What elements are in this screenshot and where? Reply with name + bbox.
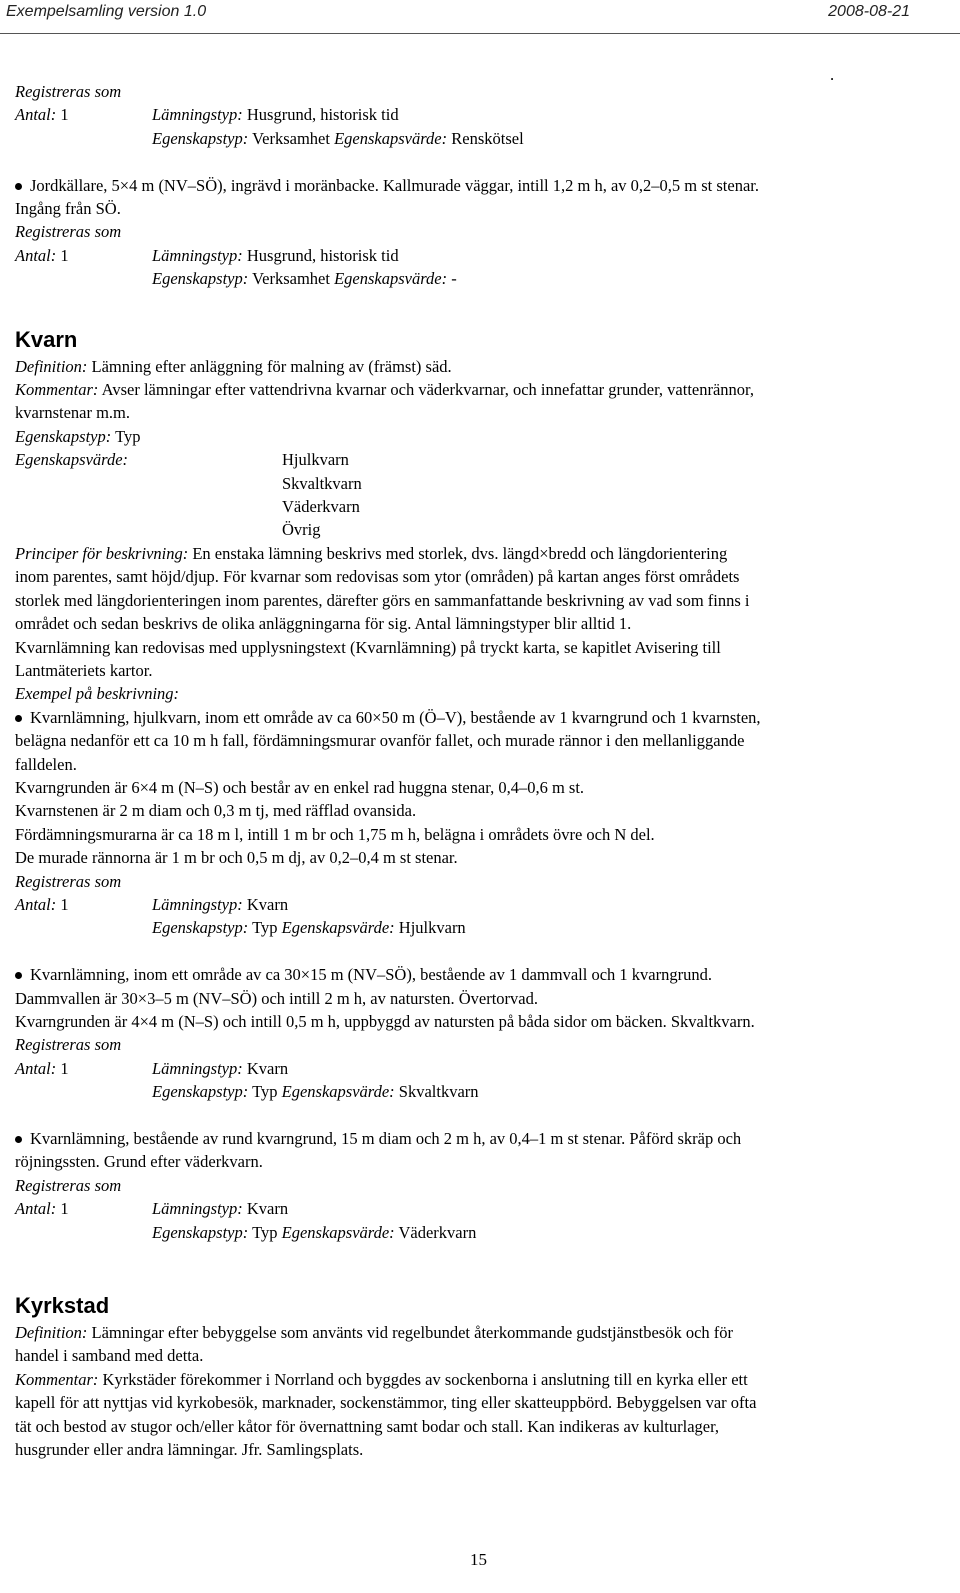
example-text: Kvarnstenen är 2 m diam och 0,3 m tj, med räfflad ovansida. — [15, 801, 417, 821]
antal-label: Antal: — [15, 1199, 57, 1219]
kommentar-text: Avser lämningar efter vattendrivna kvarnar och väderkvarnar, och innefattar grunder, vattenrännor, — [101, 380, 755, 400]
egenskapsvarde-value: Övrig — [282, 520, 321, 540]
principer-label: Principer för beskrivning: — [15, 543, 189, 563]
antal-label: Antal: — [15, 1058, 57, 1078]
egenskapstyp-label: Egenskapstyp: — [15, 426, 112, 446]
section-heading-kvarn: Kvarn — [15, 326, 78, 352]
registreras-label: Registreras som — [15, 1175, 122, 1195]
example-bullet: Kvarnlämning, hjulkvarn, inom ett område av ca 60×50 m (Ö–V), bestående av 1 kvarngrund och 1 kvarnsten, — [15, 706, 950, 729]
principer-text: inom parentes, samt höjd/djup. För kvarnar som redovisas som ytor (områden) på kartan anges först områdets — [15, 567, 740, 587]
egenskapstyp-label: Egenskapstyp: — [152, 1222, 249, 1242]
registration-block — [15, 870, 950, 940]
kommentar-label: Kommentar: — [15, 1369, 99, 1389]
egenskapstyp-value: Typ — [252, 1222, 278, 1242]
egenskapsvarde-label: Egenskapsvärde: — [281, 1082, 395, 1102]
example-bullet: Kvarnlämning, inom ett område av ca 30×15 m (NV–SÖ), bestående av 1 dammvall och 1 kvarngrund. — [15, 963, 950, 986]
header-rule — [0, 33, 960, 34]
egenskapsvarde-value: Väderkvarn — [398, 1222, 477, 1242]
example-text: belägna nedanför ett ca 10 m h fall, fördämningsmurar ovanför fallet, och murade rännor i den mellanliggande — [15, 731, 745, 751]
antal-value: 1 — [60, 894, 69, 914]
registreras-label: Registreras som — [15, 82, 122, 101]
registration-block — [15, 1174, 950, 1244]
upplysning-text: Lantmäteriets kartor. — [15, 660, 153, 680]
lamningstyp-label: Lämningstyp: — [152, 105, 243, 125]
antal-label: Antal: — [15, 105, 57, 125]
definition-label: Definition: — [15, 1323, 88, 1343]
egenskapstyp-value: Typ — [252, 1082, 278, 1102]
egenskapstyp-value: Verksamhet — [252, 128, 330, 148]
definition-text: Lämning efter anläggning för malning av (främst) säd. — [91, 356, 452, 376]
definition-text: Lämningar efter bebyggelse som använts vid regelbundet återkommande gudstjänstbesök och för — [91, 1323, 734, 1343]
egenskapsvarde-label: Egenskapsvärde: — [334, 128, 448, 148]
definition-text: handel i samband med detta. — [15, 1346, 204, 1366]
egenskapsvarde-value: Hjulkvarn — [282, 450, 349, 470]
antal-value: 1 — [60, 245, 69, 265]
registration-block — [15, 1033, 950, 1103]
kommentar-text: kapell för att nyttjas vid kyrkobesök, marknader, sockenstämmor, ting eller skatteuppbörd. Bebyggelsen var ofta — [15, 1393, 757, 1413]
egenskapstyp-value: Typ — [252, 918, 278, 938]
egenskapstyp-label: Egenskapstyp: — [152, 1082, 249, 1102]
egenskapsvarde-value: Väderkvarn — [282, 497, 360, 517]
example-text: De murade rännorna är 1 m br och 0,5 m dj, av 0,2–0,4 m st stenar. — [15, 848, 458, 868]
example-text: Kvarngrunden är 4×4 m (N–S) och intill 0,5 m h, uppbyggd av natursten på båda sidor om bäcken. Skvaltkvarn. — [15, 1012, 755, 1031]
antal-value: 1 — [60, 105, 69, 125]
egenskapsvarde-value: Skvaltkvarn — [282, 473, 362, 493]
registration-block — [15, 80, 950, 150]
antal-value: 1 — [60, 1199, 69, 1219]
stray-dot: . — [830, 65, 835, 84]
example-text: Fördämningsmurarna är ca 18 m l, intill 1 m br och 1,75 m h, belägna i områdets övre och N del. — [15, 824, 655, 844]
lamningstyp-value: Husgrund, historisk tid — [246, 245, 399, 265]
page-header — [0, 0, 960, 30]
lamningstyp-value: Kvarn — [246, 1199, 289, 1219]
egenskapstyp-label: Egenskapstyp: — [152, 918, 249, 938]
document-body — [15, 80, 950, 1461]
lamningstyp-label: Lämningstyp: — [152, 245, 243, 265]
egenskapsvarde-label: Egenskapsvärde: — [281, 1222, 395, 1242]
kommentar-label: Kommentar: — [15, 380, 99, 400]
lamningstyp-value: Kvarn — [246, 1058, 289, 1078]
kommentar-text: Kyrkstäder förekommer i Norrland och byggdes av sockenborna i anslutning till en kyrka eller ett — [102, 1369, 748, 1389]
header-title: Exempelsamling version 1.0 — [6, 3, 207, 20]
principer-text: området och sedan beskrivs de olika anläggningarna för sig. Antal lämningstyper blir alltid 1. — [15, 614, 632, 634]
antal-label: Antal: — [15, 894, 57, 914]
kommentar-text: tät och bestod av stugor och/eller kåtor för övernattning samt bodar och stall. Kan indikeras av kulturlager, — [15, 1416, 720, 1436]
egenskapstyp-label: Egenskapstyp: — [152, 269, 249, 289]
example-bullet: Jordkällare, 5×4 m (NV–SÖ), ingrävd i moränbacke. Kallmurade väggar, intill 1,2 m h, av 0,2–0,5 m st stenar. — [15, 174, 950, 197]
egenskapstyp-label: Egenskapstyp: — [152, 128, 249, 148]
lamningstyp-value: Kvarn — [246, 894, 289, 914]
registreras-label: Registreras som — [15, 871, 122, 891]
example-text: Ingång från SÖ. — [15, 199, 121, 219]
example-bullet: Kvarnlämning, bestående av rund kvarngrund, 15 m diam och 2 m h, av 0,4–1 m st stenar. Påförd skräp och — [15, 1127, 950, 1150]
registreras-label: Registreras som — [15, 1035, 122, 1055]
lamningstyp-label: Lämningstyp: — [152, 1058, 243, 1078]
lamningstyp-value: Husgrund, historisk tid — [246, 105, 399, 125]
egenskapstyp-value: Verksamhet — [252, 269, 330, 289]
lamningstyp-label: Lämningstyp: — [152, 1199, 243, 1219]
exempel-label: Exempel på beskrivning: — [15, 684, 180, 704]
egenskapsvarde-label: Egenskapsvärde: — [281, 918, 395, 938]
registreras-label: Registreras som — [15, 222, 122, 242]
egenskapsvarde-label: Egenskapsvärde: — [334, 269, 448, 289]
example-text: falldelen. — [15, 754, 77, 774]
definition-label: Definition: — [15, 356, 88, 376]
egenskapsvarde-value: Hjulkvarn — [398, 918, 466, 938]
lamningstyp-label: Lämningstyp: — [152, 894, 243, 914]
section-heading-kyrkstad: Kyrkstad — [15, 1293, 110, 1319]
example-text: Kvarngrunden är 6×4 m (N–S) och består av en enkel rad huggna stenar, 0,4–0,6 m st. — [15, 777, 585, 797]
upplysning-text: Kvarnlämning kan redovisas med upplysningstext (Kvarnlämning) på tryckt karta, se kapitlet Avisering till — [15, 637, 721, 657]
egenskapsvarde-value: Skvaltkvarn — [398, 1082, 479, 1102]
antal-value: 1 — [60, 1058, 69, 1078]
header-date: 2008-08-21 — [828, 3, 910, 20]
egenskapstyp-value: Typ — [115, 426, 141, 446]
example-text: Dammvallen är 30×3–5 m (NV–SÖ) och intill 2 m h, av natursten. Övertorvad. — [15, 988, 538, 1008]
kommentar-text: husgrunder eller andra lämningar. Jfr. Samlingsplats. — [15, 1440, 364, 1460]
example-text: röjningssten. Grund efter väderkvarn. — [15, 1152, 263, 1172]
principer-text: storlek med längdorienteringen inom parentes, därefter görs en sammanfattande beskrivning av vad som finns i — [15, 590, 750, 610]
antal-label: Antal: — [15, 245, 57, 265]
registration-block — [15, 220, 950, 290]
egenskapsvarde-value: Renskötsel — [451, 128, 524, 148]
egenskapsvarde-label: Egenskapsvärde: — [15, 450, 129, 470]
kommentar-text: kvarnstenar m.m. — [15, 403, 131, 423]
principer-text: En enstaka lämning beskrivs med storlek, dvs. längd×bredd och längdorientering — [192, 543, 728, 563]
egenskapsvarde-value: - — [451, 269, 457, 289]
page-number: 15 — [470, 1550, 487, 1569]
